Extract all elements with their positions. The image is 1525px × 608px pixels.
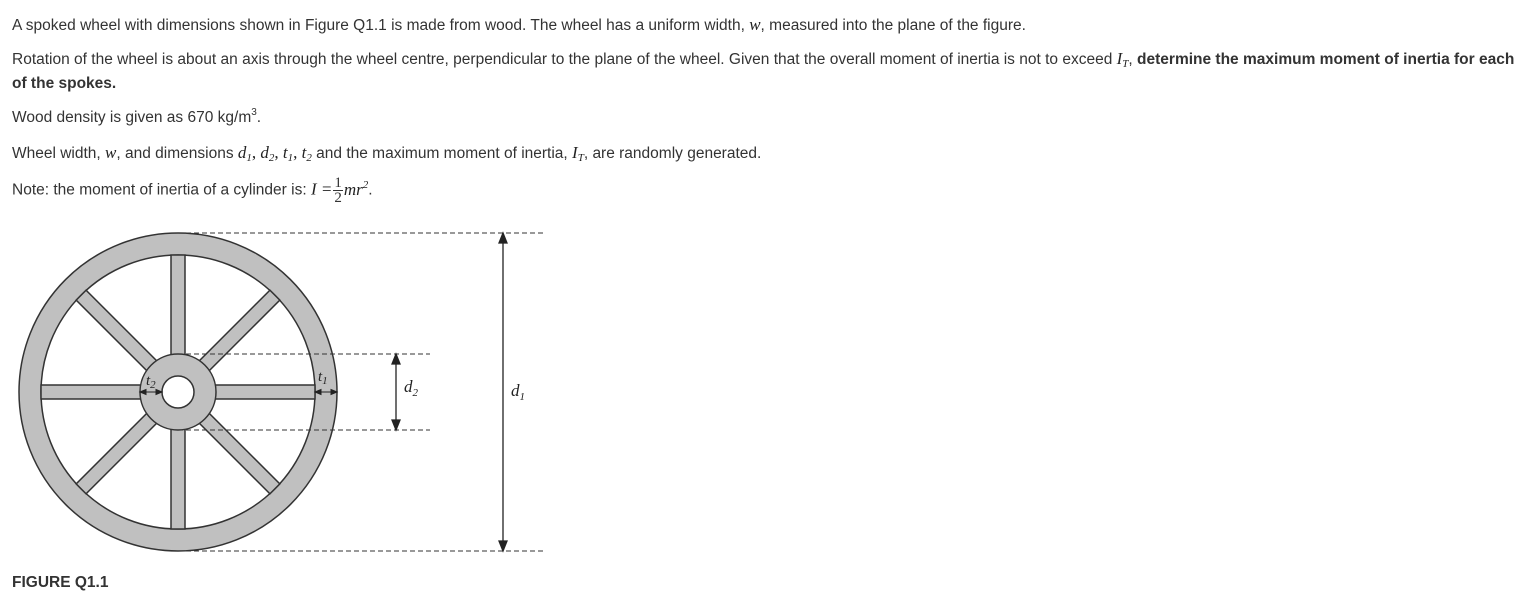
params-text-a: Wheel width, <box>12 145 106 162</box>
hub-axle-hole <box>162 376 194 408</box>
formula-lhs: I = <box>310 179 333 199</box>
formula-text-a: Note: the moment of inertia of a cylinder is: <box>12 181 311 199</box>
d2-dimension <box>392 354 400 430</box>
problem-task <box>12 47 1517 96</box>
random-parameters-note <box>12 141 1517 166</box>
formula-fraction: $\frac{1}{2}$ <box>334 175 342 206</box>
density-text-b: . <box>256 109 262 126</box>
figure-caption: FIGURE Q1.1 <box>12 574 109 591</box>
task-text-b: , <box>1128 51 1138 68</box>
formula-rhs: $mr^2$ <box>343 178 369 199</box>
params-text-d: , are randomly generated. <box>583 145 762 162</box>
spoked-wheel-figure <box>0 220 560 565</box>
label-t1: $t_1$ <box>318 369 328 387</box>
spoke-bottom <box>171 429 185 529</box>
intro-text-b: , measured into the plane of the figure. <box>760 17 1026 34</box>
label-d2: $d_2$ <box>404 377 418 399</box>
spoke-left <box>41 385 141 399</box>
spoke-top <box>171 255 185 355</box>
var-IT-2: $I_T$ <box>572 143 584 164</box>
label-t2: $t_2$ <box>146 373 156 391</box>
density-text-a: Wood density is given as 670 kg/m <box>12 109 252 126</box>
cylinder-inertia-note <box>12 176 1517 205</box>
formula-text-b: . <box>368 181 373 199</box>
d1-dimension <box>499 233 507 551</box>
dimension-list: $d_1$, $d_2$, $t_1$, $t_2$ <box>237 143 312 164</box>
intro-text-a: A spoked wheel with dimensions shown in Figure Q1.1 is made from wood. The wheel has a uniform width, <box>12 17 750 34</box>
task-text-a: Rotation of the wheel is about an axis through the wheel centre, perpendicular to the plane of the wheel. Given that the overall moment of inertia is not to exceed <box>12 51 1117 68</box>
problem-intro <box>12 13 1517 38</box>
spoke-right <box>215 385 315 399</box>
density-note <box>12 106 1517 130</box>
density-unit-exponent: 3 <box>251 107 257 118</box>
task-bold-instruction: determine the maximum moment of inertia for each of the spokes. <box>12 51 1515 92</box>
params-text-c: and the maximum moment of inertia, <box>311 145 573 162</box>
label-d1: $d_1$ <box>511 381 525 403</box>
var-w-2: w <box>105 143 117 162</box>
params-text-b: , and dimensions <box>116 145 238 162</box>
var-IT: $I_T$ <box>1116 49 1129 70</box>
var-w: w <box>749 15 761 34</box>
